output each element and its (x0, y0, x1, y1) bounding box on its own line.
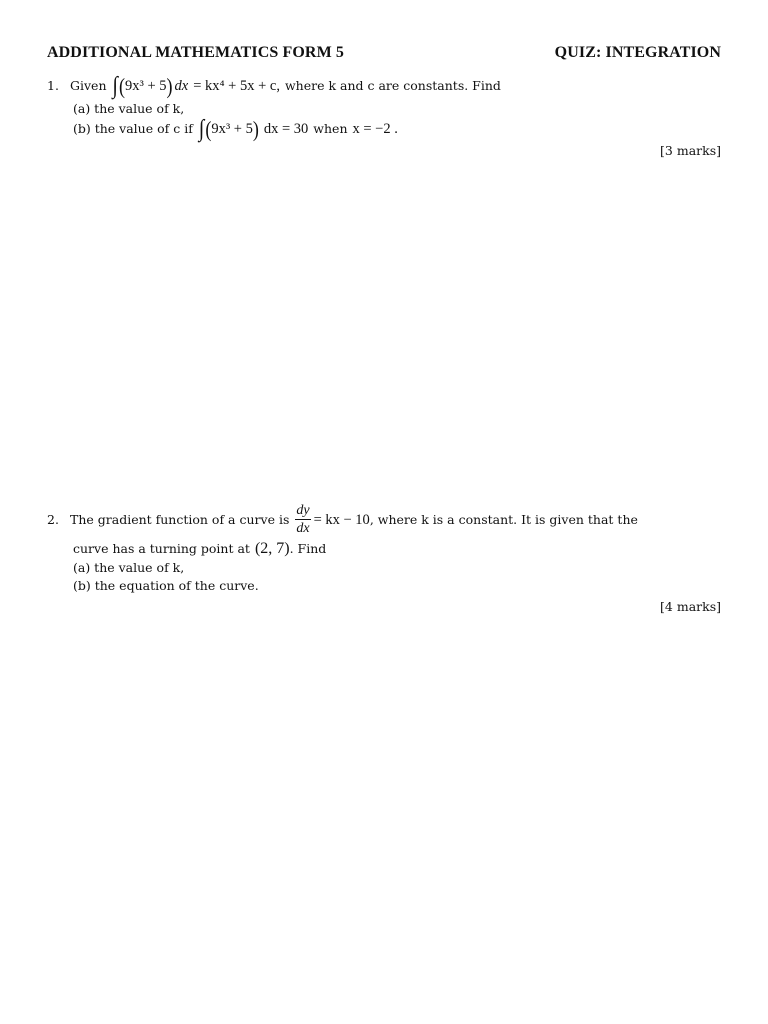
integrand: 9x³ + 5 (124, 78, 167, 94)
question-2 (47, 502, 721, 617)
integral-sign-icon: ∫ (198, 115, 205, 143)
turning-point-tail: . Find (289, 541, 327, 556)
quiz-title: QUIZ: INTEGRATION (554, 44, 721, 61)
page-header (47, 44, 721, 62)
turning-point-lead: curve has a turning point at (73, 541, 250, 556)
given-word: Given (70, 78, 107, 93)
question-2-lead: The gradient function of a curve is (70, 511, 290, 527)
integral-sign-icon: ∫ (112, 72, 118, 100)
question-1-marks: [3 marks] (660, 143, 721, 158)
question-number: 1. (47, 78, 59, 93)
question-1-part-a: (a) the value of k, (73, 101, 185, 116)
question-2-part-b: (b) the equation of the curve. (73, 578, 259, 593)
derivative-fraction (295, 502, 310, 537)
question-2-part-a: (a) the value of k, (73, 560, 185, 575)
fraction-numerator: dy (296, 503, 310, 518)
question-1-tail: where k and c are constants. Find (284, 78, 501, 93)
part-b-value: dx = 30 (263, 121, 309, 137)
question-2-marks: [4 marks] (660, 599, 721, 614)
question-2-stem (47, 502, 721, 537)
question-1-part-b (47, 115, 721, 143)
question-1-stem (47, 72, 721, 100)
question-number: 2. (47, 511, 59, 527)
question-1 (47, 72, 721, 161)
part-b-integrand: 9x³ + 5 (211, 121, 253, 137)
subject-title: ADDITIONAL MATHEMATICS FORM 5 (47, 44, 344, 61)
differential: dx (174, 78, 189, 94)
gradient-rhs: = kx − 10 (313, 511, 370, 528)
part-b-x: x = −2 . (352, 121, 398, 137)
question-2-line-2 (47, 539, 721, 559)
turning-point: (2, 7) (254, 540, 290, 557)
part-b-integral: ∫ ( 9x³ + 5 ) dx = 30 (198, 115, 309, 143)
fraction-denominator: dx (296, 521, 310, 536)
part-b-prefix: (b) the value of c if (73, 121, 193, 136)
question-2-tail: , where k is a constant. It is given that the (369, 511, 638, 527)
part-b-when: when (313, 121, 348, 136)
antiderivative: = kx⁴ + 5x + c, (193, 78, 280, 94)
integral-expression: ∫ ( 9x³ + 5 ) dx = kx⁴ + 5x + c, (112, 72, 280, 100)
